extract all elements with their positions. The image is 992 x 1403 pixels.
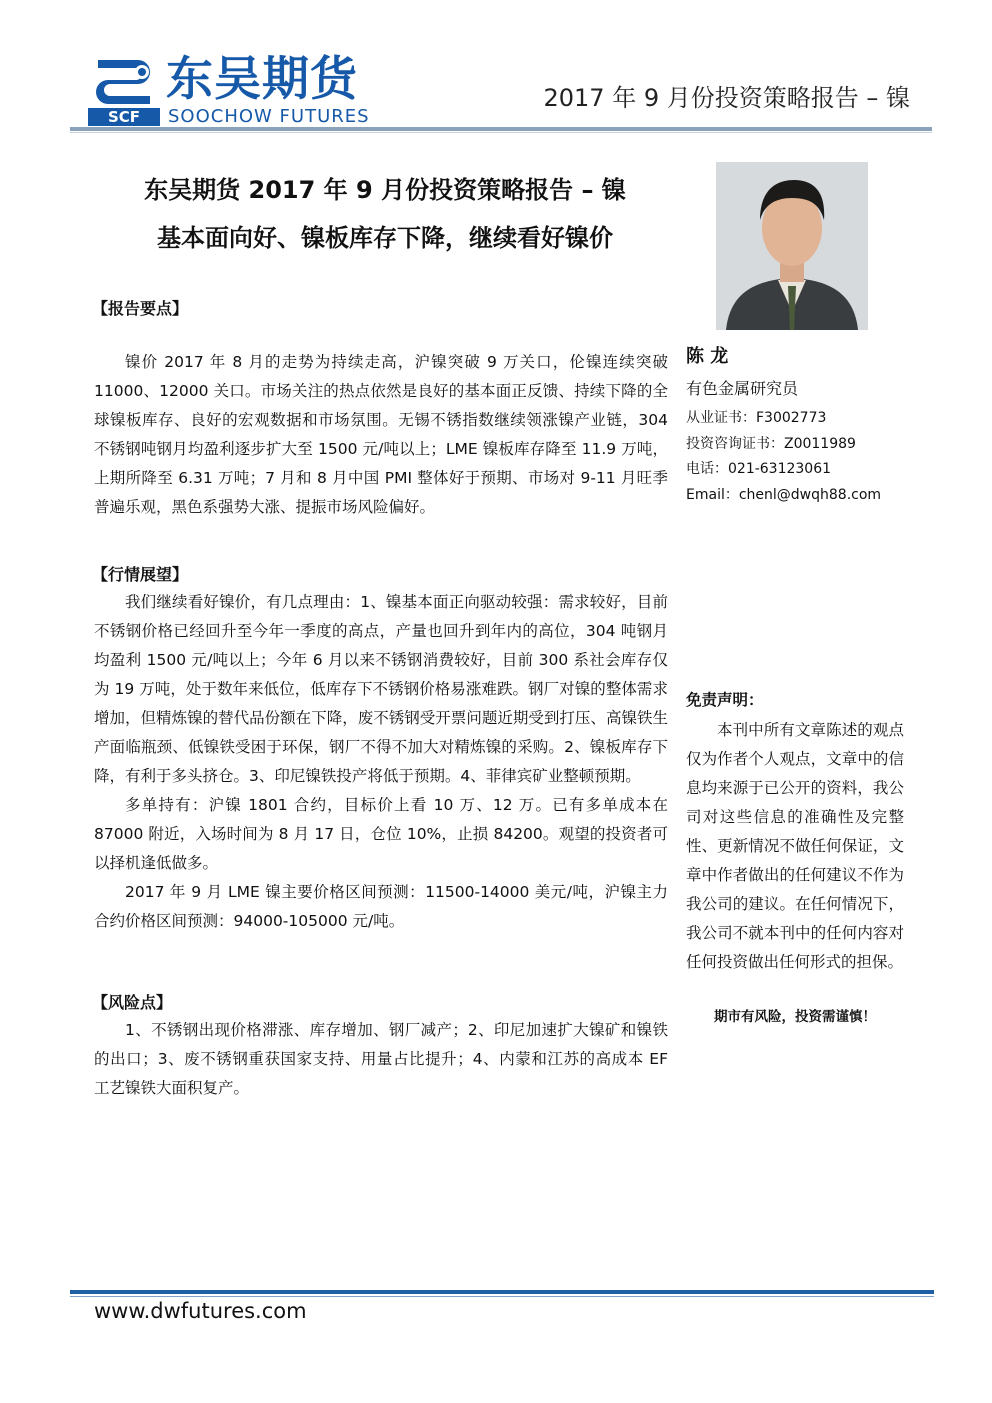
logo-english-name: SOOCHOW FUTURES bbox=[168, 106, 370, 127]
footer-divider bbox=[70, 1290, 934, 1294]
key-points-heading: 【报告要点】 bbox=[92, 299, 189, 318]
company-logo bbox=[88, 52, 408, 130]
disclaimer-heading: 免责声明： bbox=[686, 691, 764, 709]
outlook-heading: 【行情展望】 bbox=[92, 565, 189, 584]
paragraph: 我们继续看好镍价，有几点理由：1、镍基本面正向驱动较强：需求较好，目前不锈钢价格已经回升至今年一季度的高点，产量也回升到年内的高位，304 吨钢月均盈利 1500 元/吨以上；今年 6 月以来不锈钢消费较好，目前 300 系社会库存仅为 19 万吨，处于数年来低位，低库存下不锈钢价格易涨难跌。钢厂对镍的整体需求增加，但精炼镍的替代品份额在下降，废不锈钢受开票问题近期受到打压、高镍铁生产面临瓶颈、低镍铁受困于环保，钢厂不得不加大对精炼镍的采购。2、镍板库存下降，有利于多头挤仓。3、印尼镍铁投产将低于预期。4、菲律宾矿业整顿预期。 bbox=[94, 593, 668, 785]
author-license: 从业证书：F3002773 bbox=[686, 410, 827, 426]
risk-warning: 期市有风险，投资需谨慎！ bbox=[714, 1009, 876, 1025]
author-name: 陈 龙 bbox=[686, 346, 729, 367]
disclaimer-text: 本刊中所有文章陈述的观点仅为作者个人观点，文章中的信息均来源于已公开的资料，我公司对这些信息的准确性及完整性、更新情况不做任何保证，文章中作者做出的任何建议不作为我公司的建议。在任何情况下，我公司不就本刊中的任何内容对任何投资做出任何形式的担保。 bbox=[686, 721, 904, 971]
paragraph: 1、不锈钢出现价格滞涨、库存增加、钢厂减产；2、印尼加速扩大镍矿和镍铁的出口；3、废不锈钢重获国家支持、用量占比提升；4、内蒙和江苏的高成本 EF 工艺镍铁大面积复产。 bbox=[94, 1021, 668, 1097]
outlook-body bbox=[94, 588, 668, 936]
risks-body bbox=[94, 1016, 668, 1103]
paragraph: 多单持有：沪镍 1801 合约，目标价上看 10 万、12 万。已有多单成本在 87000 附近，入场时间为 8 月 17 日，仓位 10%，止损 84200。观望的投资者可以择机逢低做多。 bbox=[94, 796, 668, 872]
paragraph: 镍价 2017 年 8 月的走势为持续走高，沪镍突破 9 万关口，伦镍连续突破 11000、12000 关口。市场关注的热点依然是良好的基本面正反馈、持续下降的全球镍板库存、良好的宏观数据和市场氛围。无锡不锈指数继续领涨镍产业链，304 不锈钢吨钢月均盈利逐步扩大至 1500 元/吨以上；LME 镍板库存降至 11.9 万吨，上期所降至 6.31 万吨；7 月和 8 月中国 PMI 整体好于预期、市场对 9-11 月旺季普遍乐观，黑色系强势大涨、提振市场风险偏好。 bbox=[94, 353, 668, 516]
author-email: Email：chenl@dwqh88.com bbox=[686, 487, 882, 503]
key-points-body bbox=[94, 348, 668, 522]
header-divider-thin bbox=[70, 132, 932, 133]
logo-chinese-name: 东吴期货 bbox=[166, 52, 358, 107]
risks-heading: 【风险点】 bbox=[92, 993, 173, 1012]
author-portrait-icon bbox=[716, 162, 868, 330]
footer-website-link[interactable]: www.dwfutures.com bbox=[94, 1299, 307, 1323]
report-subtitle: 基本面向好、镍板库存下降，继续看好镍价 bbox=[157, 224, 613, 252]
author-photo bbox=[716, 162, 868, 330]
logo-mark-text: SCF bbox=[107, 108, 141, 126]
author-phone: 电话：021-63123061 bbox=[686, 461, 832, 477]
disclaimer-body bbox=[686, 716, 904, 977]
author-position: 有色金属研究员 bbox=[686, 379, 799, 398]
paragraph: 2017 年 9 月 LME 镍主要价格区间预测：11500-14000 美元/吨，沪镍主力合约价格区间预测：94000-105000 元/吨。 bbox=[94, 883, 668, 930]
report-title: 东吴期货 2017 年 9 月份投资策略报告 – 镍 bbox=[144, 176, 626, 204]
footer-divider-thin bbox=[70, 1296, 934, 1297]
header-divider bbox=[70, 127, 932, 131]
scf-logo-icon bbox=[88, 52, 160, 126]
header-report-title: 2017 年 9 月份投资策略报告 – 镍 bbox=[543, 84, 910, 112]
author-advisory-license: 投资咨询证书：Z0011989 bbox=[686, 436, 856, 452]
